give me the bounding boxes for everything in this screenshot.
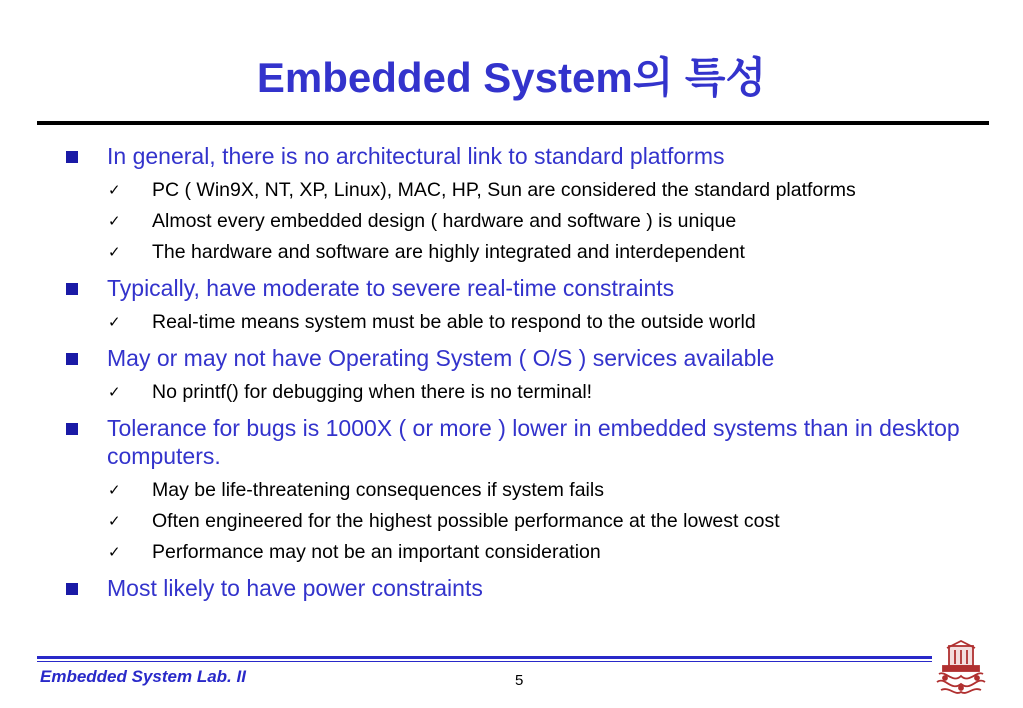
checkmark-icon: ✓ <box>108 243 121 261</box>
square-bullet-icon <box>66 353 78 365</box>
slide-content <box>0 142 1023 610</box>
sub-item-text: Performance may not be an important consideration <box>152 541 601 563</box>
sub-item-text: Real-time means system must be able to respond to the outside world <box>152 311 756 333</box>
checkmark-icon: ✓ <box>108 383 121 401</box>
sub-item-text: May be life-threatening consequences if system fails <box>152 479 604 501</box>
bullet-text: Typically, have moderate to severe real-time constraints <box>107 275 675 301</box>
sub-item <box>0 540 1023 565</box>
sub-item-text: Often engineered for the highest possible performance at the lowest cost <box>152 510 780 532</box>
checkmark-icon: ✓ <box>108 512 121 530</box>
square-bullet-icon <box>66 583 78 595</box>
university-logo-icon <box>933 640 989 698</box>
sub-item <box>0 380 1023 405</box>
sub-item <box>0 509 1023 534</box>
sub-item <box>0 310 1023 335</box>
title-divider <box>37 121 989 125</box>
bullet-text: In general, there is no architectural link to standard platforms <box>107 143 725 169</box>
square-bullet-icon <box>66 151 78 163</box>
bullet-item <box>0 274 1023 302</box>
sub-item <box>0 209 1023 234</box>
bullet-item <box>0 142 1023 170</box>
checkmark-icon: ✓ <box>108 543 121 561</box>
bullet-text: Most likely to have power constraints <box>107 575 483 601</box>
footer-divider-thin <box>37 661 932 662</box>
bullet-item <box>0 574 1023 602</box>
footer-divider <box>37 656 932 659</box>
sub-item <box>0 178 1023 203</box>
sub-item-text: The hardware and software are highly integrated and interdependent <box>152 241 745 263</box>
bullet-text: May or may not have Operating System ( O/S ) services available <box>107 345 775 371</box>
page-number: 5 <box>515 672 524 689</box>
sub-item-text: PC ( Win9X, NT, XP, Linux), MAC, HP, Sun are considered the standard platforms <box>152 179 856 201</box>
square-bullet-icon <box>66 423 78 435</box>
sub-item <box>0 240 1023 265</box>
sub-item-text: No printf() for debugging when there is no terminal! <box>152 381 593 403</box>
bullet-text: Tolerance for bugs is 1000X ( or more ) lower in embedded systems than in desktop computers. <box>107 415 960 469</box>
checkmark-icon: ✓ <box>108 212 121 230</box>
slide-title: Embedded System의 특성 <box>256 54 767 101</box>
sub-item-text: Almost every embedded design ( hardware and software ) is unique <box>152 210 737 232</box>
bullet-item <box>0 344 1023 372</box>
sub-item <box>0 478 1023 503</box>
checkmark-icon: ✓ <box>108 181 121 199</box>
square-bullet-icon <box>66 283 78 295</box>
checkmark-icon: ✓ <box>108 313 121 331</box>
footer-lab-name: Embedded System Lab. II <box>40 667 246 686</box>
checkmark-icon: ✓ <box>108 481 121 499</box>
bullet-item <box>0 414 1023 470</box>
